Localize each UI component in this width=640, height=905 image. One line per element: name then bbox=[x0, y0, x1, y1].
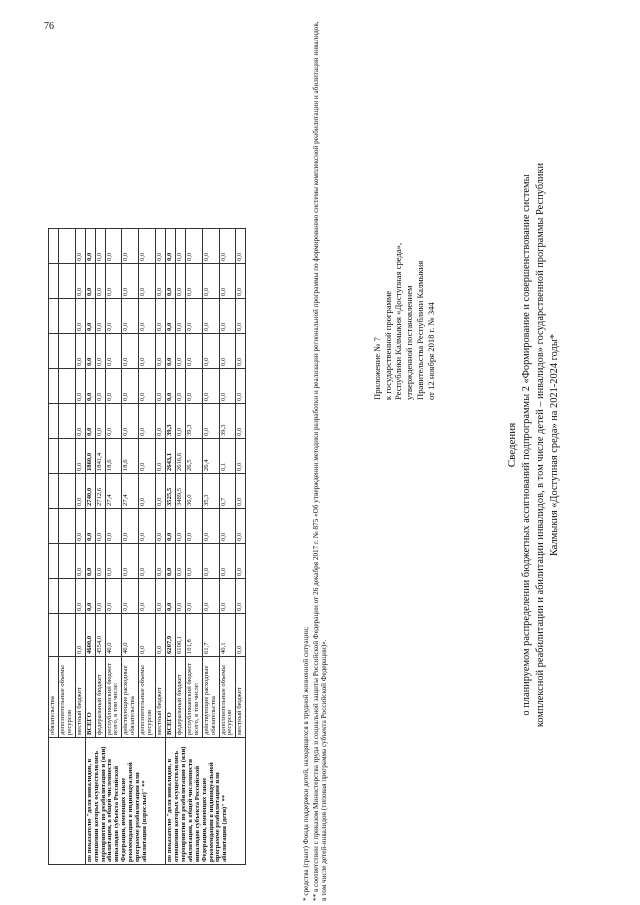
value-cell: 0,0 bbox=[156, 299, 166, 334]
value-cell: 0,0 bbox=[219, 264, 236, 299]
funding-source-cell: ВСЕГО bbox=[85, 657, 95, 738]
funding-source-cell: федеральный бюджет bbox=[95, 657, 105, 738]
value-cell: 0,0 bbox=[75, 229, 85, 264]
value-cell: 0,0 bbox=[139, 299, 156, 334]
value-cell: 0,0 bbox=[236, 509, 246, 544]
value-cell: 1860,0 bbox=[85, 439, 95, 474]
value-cell: 0,0 bbox=[185, 369, 202, 404]
value-cell: 0,0 bbox=[75, 264, 85, 299]
appendix-line: к государственной программе bbox=[382, 290, 393, 400]
value-cell: 0,0 bbox=[139, 369, 156, 404]
value-cell: 0,0 bbox=[219, 509, 236, 544]
value-cell bbox=[49, 439, 59, 474]
value-cell: 0,0 bbox=[219, 229, 236, 264]
value-cell bbox=[58, 369, 75, 404]
value-cell: 0,0 bbox=[95, 369, 105, 404]
value-cell bbox=[58, 614, 75, 657]
value-cell: 0,0 bbox=[122, 544, 139, 579]
value-cell: 0,0 bbox=[236, 474, 246, 509]
value-cell bbox=[49, 509, 59, 544]
value-cell: 0,0 bbox=[156, 369, 166, 404]
value-cell: 0,0 bbox=[122, 509, 139, 544]
value-cell: 0,0 bbox=[95, 334, 105, 369]
value-cell: 0,0 bbox=[95, 544, 105, 579]
footnote-1: * средства (грант) Фонда поддержки детей, находящихся в трудной жизненной ситуации; bbox=[302, 626, 310, 901]
value-cell: 0,0 bbox=[122, 369, 139, 404]
value-cell: 0,0 bbox=[236, 404, 246, 439]
value-cell: 0,0 bbox=[122, 299, 139, 334]
value-cell: 0,0 bbox=[105, 334, 122, 369]
value-cell: 0,0 bbox=[139, 229, 156, 264]
funding-source-cell: действующие расходные обязательства bbox=[122, 657, 139, 738]
value-cell: 0,0 bbox=[139, 614, 156, 657]
funding-source-cell: дополнительные объемы ресурсов bbox=[219, 657, 236, 738]
funding-source-cell: республиканский бюджет всего, в том числе: bbox=[105, 657, 122, 738]
value-cell bbox=[49, 264, 59, 299]
appendix-line: Республики Калмыкия «Доступная среда», bbox=[393, 242, 404, 400]
value-cell: 0,0 bbox=[139, 334, 156, 369]
value-cell: 0,0 bbox=[105, 264, 122, 299]
indicator-cell: по показателю "доля инвалидов, в отношении которых осуществлялись мероприятия по реабилитации и (или) абилитации, в общей численности инвалидов субъекта Российской Федерации, имеющих такие рекомендации в индивидуальной программе реабилитации или абилитации (взрослые)" ** bbox=[85, 738, 165, 865]
value-cell: 0,0 bbox=[75, 614, 85, 657]
value-cell: 0,0 bbox=[202, 264, 219, 299]
funding-source-cell: местный бюджет bbox=[236, 657, 246, 738]
value-cell: 0,0 bbox=[175, 579, 185, 614]
value-cell: 18,6 bbox=[105, 439, 122, 474]
value-cell: 0,0 bbox=[175, 334, 185, 369]
value-cell: 0,0 bbox=[75, 579, 85, 614]
value-cell: 0,0 bbox=[185, 509, 202, 544]
value-cell: 0,0 bbox=[156, 509, 166, 544]
value-cell: 0,0 bbox=[236, 229, 246, 264]
value-cell: 0,0 bbox=[175, 264, 185, 299]
value-cell: 39,3 bbox=[185, 404, 202, 439]
page-number: 76 bbox=[44, 21, 54, 32]
value-cell: 0,0 bbox=[202, 334, 219, 369]
funding-source-cell: местный бюджет bbox=[156, 657, 166, 738]
value-cell: 0,0 bbox=[139, 544, 156, 579]
value-cell: 2740,0 bbox=[85, 474, 95, 509]
value-cell bbox=[58, 579, 75, 614]
value-cell: 6207,9 bbox=[165, 614, 175, 657]
value-cell: 0,0 bbox=[156, 474, 166, 509]
funding-source-cell: дополнительные объемы ресурсов bbox=[139, 657, 156, 738]
value-cell bbox=[58, 334, 75, 369]
value-cell: 0,0 bbox=[122, 404, 139, 439]
value-cell: 0,0 bbox=[105, 229, 122, 264]
value-cell: 3525,5 bbox=[165, 474, 175, 509]
value-cell: 0,0 bbox=[75, 299, 85, 334]
value-cell: 0,0 bbox=[236, 439, 246, 474]
value-cell: 0,0 bbox=[236, 299, 246, 334]
funding-source-cell: обязательства bbox=[49, 657, 59, 738]
value-cell: 0,0 bbox=[236, 579, 246, 614]
value-cell: 35,3 bbox=[202, 474, 219, 509]
value-cell: 40,1 bbox=[219, 614, 236, 657]
value-cell: 0,0 bbox=[175, 544, 185, 579]
value-cell bbox=[58, 264, 75, 299]
value-cell: 4554,0 bbox=[95, 614, 105, 657]
value-cell: 0,0 bbox=[185, 299, 202, 334]
value-cell bbox=[49, 474, 59, 509]
value-cell: 0,0 bbox=[156, 544, 166, 579]
value-cell: 0,0 bbox=[105, 404, 122, 439]
value-cell: 0,0 bbox=[219, 579, 236, 614]
value-cell bbox=[49, 229, 59, 264]
value-cell: 0,0 bbox=[139, 264, 156, 299]
table-row bbox=[49, 229, 59, 865]
value-cell: 0,0 bbox=[95, 299, 105, 334]
value-cell: 46,0 bbox=[122, 614, 139, 657]
value-cell: 0,0 bbox=[105, 369, 122, 404]
value-cell: 0,0 bbox=[156, 579, 166, 614]
value-cell: 0,0 bbox=[202, 404, 219, 439]
value-cell: 0,0 bbox=[165, 579, 175, 614]
value-cell: 0,0 bbox=[156, 404, 166, 439]
table-row bbox=[165, 229, 175, 865]
document-title bbox=[505, 25, 562, 865]
value-cell: 0,0 bbox=[202, 509, 219, 544]
value-cell: 0,0 bbox=[85, 264, 95, 299]
value-cell bbox=[58, 509, 75, 544]
value-cell: 36,0 bbox=[185, 474, 202, 509]
value-cell: 46,0 bbox=[105, 614, 122, 657]
value-cell: 0,0 bbox=[236, 334, 246, 369]
value-cell bbox=[49, 404, 59, 439]
table-row bbox=[85, 229, 95, 865]
value-cell: 0,0 bbox=[139, 579, 156, 614]
value-cell bbox=[49, 369, 59, 404]
value-cell: 0,1 bbox=[219, 439, 236, 474]
value-cell: 0,0 bbox=[139, 509, 156, 544]
value-cell bbox=[58, 299, 75, 334]
value-cell: 0,7 bbox=[219, 474, 236, 509]
funding-source-cell: дополнительные объемы ресурсов bbox=[58, 657, 75, 738]
appendix-line: Правительства Республики Калмыкия bbox=[414, 260, 425, 400]
value-cell: 0,0 bbox=[105, 544, 122, 579]
appendix-line: утвержденной постановлением bbox=[404, 285, 415, 400]
value-cell: 0,0 bbox=[185, 334, 202, 369]
value-cell: 0,0 bbox=[236, 544, 246, 579]
value-cell: 101,8 bbox=[185, 614, 202, 657]
value-cell: 39,3 bbox=[165, 404, 175, 439]
value-cell: 61,7 bbox=[202, 614, 219, 657]
funding-source-cell: республиканский бюджет всего, в том числе: bbox=[185, 657, 202, 738]
value-cell: 0,0 bbox=[175, 509, 185, 544]
title-line: комплексной реабилитации и абилитации инвалидов, в том числе детей – инвалидов» государственной программы Республики bbox=[534, 162, 546, 728]
value-cell: 0,0 bbox=[185, 264, 202, 299]
value-cell: 0,0 bbox=[122, 264, 139, 299]
value-cell: 2643,1 bbox=[165, 439, 175, 474]
value-cell: 0,0 bbox=[165, 369, 175, 404]
value-cell: 0,0 bbox=[156, 334, 166, 369]
value-cell: 0,0 bbox=[139, 474, 156, 509]
value-cell bbox=[49, 544, 59, 579]
value-cell: 0,0 bbox=[75, 474, 85, 509]
value-cell: 18,6 bbox=[122, 439, 139, 474]
indicator-cell bbox=[49, 738, 86, 865]
value-cell: 0,0 bbox=[219, 299, 236, 334]
value-cell: 27,4 bbox=[122, 474, 139, 509]
title-line: Калмыкия «Доступная среда» на 2021-2024 годы* bbox=[548, 334, 560, 557]
value-cell: 0,0 bbox=[105, 299, 122, 334]
value-cell: 0,0 bbox=[219, 369, 236, 404]
value-cell: 0,0 bbox=[175, 369, 185, 404]
value-cell: 0,0 bbox=[202, 369, 219, 404]
value-cell: 0,0 bbox=[85, 334, 95, 369]
value-cell: 0,0 bbox=[175, 404, 185, 439]
value-cell bbox=[49, 579, 59, 614]
value-cell: 0,0 bbox=[175, 299, 185, 334]
value-cell: 0,0 bbox=[236, 614, 246, 657]
value-cell: 0,0 bbox=[95, 579, 105, 614]
value-cell: 0,0 bbox=[139, 404, 156, 439]
value-cell: 0,0 bbox=[122, 334, 139, 369]
value-cell: 0,0 bbox=[85, 579, 95, 614]
value-cell: 4600,0 bbox=[85, 614, 95, 657]
value-cell: 0,0 bbox=[95, 264, 105, 299]
value-cell: 27,4 bbox=[105, 474, 122, 509]
value-cell: 0,0 bbox=[202, 299, 219, 334]
appendix-block bbox=[372, 140, 436, 400]
value-cell: 0,0 bbox=[219, 544, 236, 579]
value-cell bbox=[49, 614, 59, 657]
value-cell: 0,0 bbox=[75, 509, 85, 544]
value-cell: 39,3 bbox=[219, 404, 236, 439]
funding-source-cell: действующие расходные обязательства bbox=[202, 657, 219, 738]
value-cell: 0,0 bbox=[165, 229, 175, 264]
value-cell: 0,0 bbox=[85, 229, 95, 264]
value-cell: 0,0 bbox=[202, 544, 219, 579]
funding-source-cell: ВСЕГО bbox=[165, 657, 175, 738]
value-cell: 0,0 bbox=[236, 369, 246, 404]
value-cell: 0,0 bbox=[85, 404, 95, 439]
value-cell: 0,0 bbox=[165, 264, 175, 299]
value-cell bbox=[58, 544, 75, 579]
value-cell: 0,0 bbox=[75, 404, 85, 439]
value-cell bbox=[58, 439, 75, 474]
footnote-2: ** в соответствии с приказом Министерства труда и социальной защиты Российской Федерации от 26 декабря 2017 г. № 875 «Об утверждении методики разработки и реализации региональной программы по формированию системы комплексной реабилитации и абилитации инвалидов, в том числе детей-инвалидов (типовая программа субъекта Российской Федерации)». bbox=[311, 21, 329, 901]
value-cell: 0,0 bbox=[85, 544, 95, 579]
value-cell: 26,5 bbox=[185, 439, 202, 474]
value-cell: 0,0 bbox=[156, 229, 166, 264]
value-cell: 0,0 bbox=[219, 334, 236, 369]
appendix-line: Приложение № 7 bbox=[372, 337, 382, 400]
value-cell: 0,0 bbox=[165, 299, 175, 334]
value-cell bbox=[49, 334, 59, 369]
funding-source-cell: федеральный бюджет bbox=[175, 657, 185, 738]
value-cell: 0,0 bbox=[156, 614, 166, 657]
value-cell: 26,4 bbox=[202, 439, 219, 474]
value-cell: 0,0 bbox=[185, 544, 202, 579]
value-cell: 0,0 bbox=[202, 579, 219, 614]
value-cell bbox=[58, 229, 75, 264]
value-cell: 0,0 bbox=[105, 579, 122, 614]
indicator-cell: по показателю "доля инвалидов, в отношении которых осуществлялись мероприятия по реабилитации и (или) абилитации, в общей численности инвалидов субъекта Российской Федерации, имеющих такие рекомендации в индивидуальной программе реабилитации или абилитации (дети)" ** bbox=[165, 738, 245, 865]
value-cell: 0,0 bbox=[122, 229, 139, 264]
value-cell: 0,0 bbox=[165, 509, 175, 544]
title-line: о планируемом распределении бюджетных ассигнований подпрограммы 2 «Формирование и совершенствование системы bbox=[520, 174, 532, 716]
value-cell: 0,0 bbox=[185, 579, 202, 614]
value-cell: 0,0 bbox=[75, 439, 85, 474]
value-cell: 0,0 bbox=[156, 439, 166, 474]
value-cell: 0,0 bbox=[165, 334, 175, 369]
value-cell: 0,0 bbox=[202, 229, 219, 264]
funding-source-cell: местный бюджет bbox=[75, 657, 85, 738]
value-cell: 0,0 bbox=[165, 544, 175, 579]
value-cell: 0,0 bbox=[75, 544, 85, 579]
value-cell: 0,0 bbox=[105, 509, 122, 544]
value-cell: 0,0 bbox=[95, 229, 105, 264]
value-cell: 0,0 bbox=[236, 264, 246, 299]
value-cell: 2712,6 bbox=[95, 474, 105, 509]
appendix-line: от 12 ноября 2018 г. № 344 bbox=[425, 302, 436, 400]
value-cell: 1841,4 bbox=[95, 439, 105, 474]
value-cell bbox=[58, 474, 75, 509]
value-cell: 0,0 bbox=[95, 509, 105, 544]
value-cell bbox=[49, 299, 59, 334]
value-cell: 0,0 bbox=[95, 404, 105, 439]
value-cell: 6106,1 bbox=[175, 614, 185, 657]
value-cell: 0,0 bbox=[156, 264, 166, 299]
value-cell: 0,0 bbox=[75, 334, 85, 369]
footnotes bbox=[302, 21, 330, 901]
value-cell: 0,0 bbox=[139, 439, 156, 474]
value-cell: 0,0 bbox=[85, 369, 95, 404]
value-cell: 0,0 bbox=[75, 369, 85, 404]
value-cell: 0,0 bbox=[185, 229, 202, 264]
value-cell: 0,0 bbox=[175, 229, 185, 264]
budget-table bbox=[48, 228, 246, 865]
value-cell: 2616,6 bbox=[175, 439, 185, 474]
value-cell bbox=[58, 404, 75, 439]
value-cell: 0,0 bbox=[122, 579, 139, 614]
value-cell: 0,0 bbox=[85, 509, 95, 544]
title-heading: Сведения bbox=[506, 422, 518, 468]
value-cell: 3489,5 bbox=[175, 474, 185, 509]
value-cell: 0,0 bbox=[85, 299, 95, 334]
